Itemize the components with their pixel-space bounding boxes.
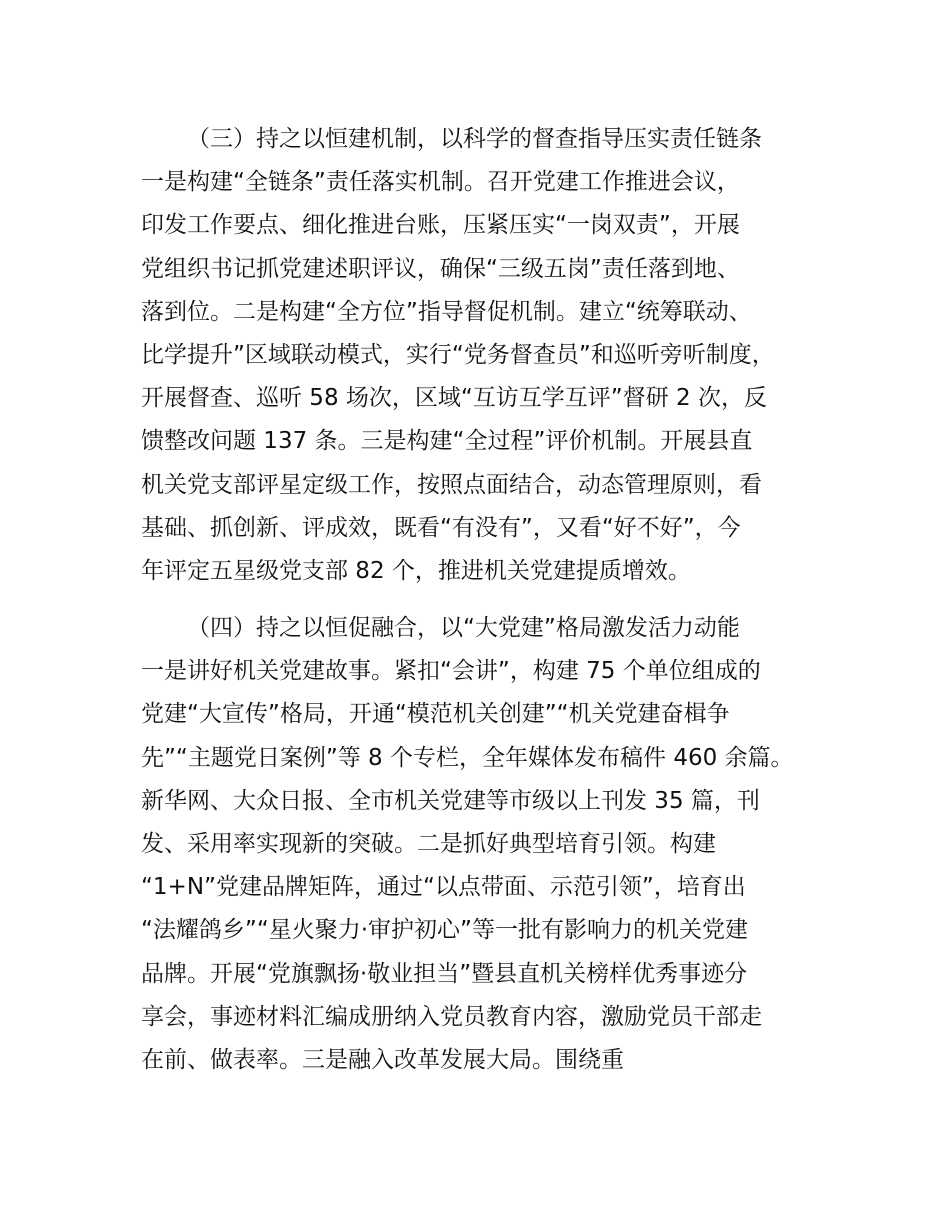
text-line: 印发工作要点、细化推进台账，压紧压实“一岗双责”，开展 xyxy=(141,212,740,239)
text-line: “1+N”党建品牌矩阵，通过“以点带面、示范引领”，培育出 xyxy=(141,874,746,901)
section-3 xyxy=(141,118,821,593)
text-line: 发、采用率实现新的突破。二是抓好典型培育引领。构建 xyxy=(141,831,716,857)
text-line: 党组织书记抓党建述职评议，确保“三级五岗”责任落到地、 xyxy=(141,255,740,282)
paragraph-gap xyxy=(141,593,821,607)
text-line: 馈整改问题 137 条。三是构建“全过程”评价机制。开展县直 xyxy=(141,428,753,455)
text-line: 落到位。二是构建“全方位”指导督促机制。建立“统筹联动、 xyxy=(141,298,752,325)
text-line: “法耀鸽乡”“星火聚力·审护初心”等一批有影响力的机关党建 xyxy=(141,917,748,944)
text-line: 党建“大宣传”格局，开通“模范机关创建”“机关党建奋楫争 xyxy=(141,701,730,728)
text-line: 享会，事迹材料汇编成册纳入党员教育内容，激励党员干部走 xyxy=(141,1003,762,1030)
text-line: 基础、抓创新、评成效，既看“有没有”，又看“好不好”，今 xyxy=(141,514,741,541)
text-line: 新华网、大众日报、全市机关党建等市级以上刊发 35 篇，刊 xyxy=(141,787,760,814)
text-line: 机关党支部评星定级工作，按照点面结合，动态管理原则，看 xyxy=(141,471,762,498)
text-line: 一是讲好机关党建故事。紧扣“会讲”，构建 75 个单位组成的 xyxy=(141,658,761,685)
text-line: 开展督查、巡听 58 场次，区域“互访互学互评”督研 2 次，反 xyxy=(141,385,767,412)
section-3-heading: （三）持之以恒建机制，以科学的督查指导压实责任链条 xyxy=(187,126,762,152)
text-line: 一是构建“全链条”责任落实机制。召开党建工作推进会议， xyxy=(141,169,740,196)
section-4 xyxy=(141,607,821,1082)
text-line: 品牌。开展“党旗飘扬·敬业担当”暨县直机关榜样优秀事迹分 xyxy=(141,960,748,987)
text-line: 在前、做表率。三是融入改革发展大局。围绕重 xyxy=(141,1046,624,1073)
text-line: 先”“主题党日案例”等 8 个专栏，全年媒体发布稿件 460 余篇。 xyxy=(141,744,794,771)
text-line: 比学提升”区域联动模式，实行“党务督查员”和巡听旁听制度， xyxy=(141,341,775,368)
section-4-heading: （四）持之以恒促融合，以“大党建”格局激发活力动能 xyxy=(187,615,740,642)
document-body xyxy=(141,118,821,1082)
text-line: 年评定五星级党支部 82 个，推进机关党建提质增效。 xyxy=(141,557,691,584)
